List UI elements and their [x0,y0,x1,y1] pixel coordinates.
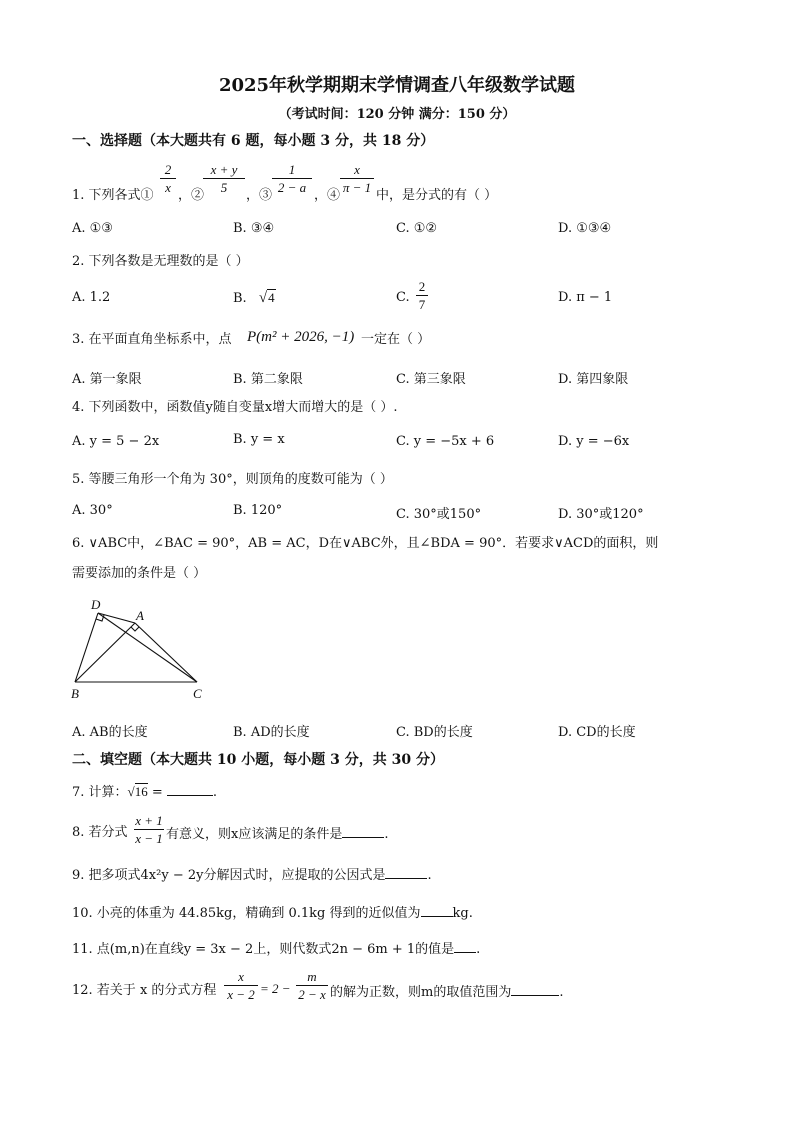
question-9: 9. 把多项式4x²y − 2y分解因式时，应提取的公因式是 . [72,865,432,885]
q8-tail: 有意义，则x应该满足的条件是 . [166,824,388,844]
q6-geometry-figure [65,595,215,705]
q1-option-a[interactable]: A. ①③ [72,221,113,236]
q1-option-b[interactable]: B. ③④ [233,221,275,236]
q4-text: 4. 下列函数中，函数值y随自变量x增大而增大的是（ ）. [72,400,398,415]
q11-answer-blank[interactable] [454,939,476,953]
q4-option-b[interactable]: B. y = x [233,432,285,447]
q3-lead: 3. 在平面直角坐标系中，点 [72,332,232,347]
q6-line-2: 需要添加的条件是（ ） [72,566,207,581]
question-10: 10. 小亮的体重为 44.85kg，精确到 0.1kg 得到的近似值为 kg. [72,903,473,923]
question-7: 7. 计算：√16 = . [72,784,217,800]
q1-sep-2: ，② [178,188,205,203]
question-11: 11. 点(m,n)在直线y = 3x − 2上，则代数式2n − 6m + 1的值是 . [72,939,480,959]
q5-option-c[interactable]: C. 30°或150° [396,507,482,522]
q1-fraction-4: x π − 1 [340,162,374,195]
page-title: 2025年秋学期期末学情调查八年级数学试题 [218,75,576,96]
q6-option-c[interactable]: C. BD的长度 [396,725,473,740]
section-heading-choice: 一、选择题（本大题共有 6 题，每小题 3 分，共 18 分） [72,133,435,149]
q3-point: P(m² + 2026, −1) [247,329,355,345]
q3-option-d[interactable]: D. 第四象限 [558,372,629,387]
q3-option-a[interactable]: A. 第一象限 [72,372,142,387]
q6-line-1: 6. ∨ABC中，∠BAC = 90°，AB = AC，D在∨ABC外，且∠BDA = 90°．若要求∨ACD的面积，则 [72,536,659,551]
q9-answer-blank[interactable] [385,865,427,879]
q1-sep-3: ，③ [246,188,273,203]
q6-option-d[interactable]: D. CD的长度 [558,725,636,740]
q1-lead: 1. 下列各式① [72,188,154,203]
q1-fraction-3: 1 2 − a [272,162,312,195]
q2-option-a[interactable]: A. 1.2 [72,290,111,305]
q2-option-c-fraction: 2 7 [416,279,428,312]
exam-info: （考试时间：120 分钟 满分：150 分） [278,107,516,122]
q3-tail: 一定在（ ） [361,332,431,347]
right-angle-a-mark [131,627,139,631]
q5-text: 5. 等腰三角形一个角为 30°，则顶角的度数可能为（ ） [72,472,393,487]
q5-option-d[interactable]: D. 30°或120° [558,507,644,522]
label-d: D [91,597,101,612]
q1-option-c[interactable]: C. ①② [396,221,438,236]
q1-option-d[interactable]: D. ①③④ [558,221,612,236]
q1-sep-4: ，④ [314,188,341,203]
segment-bd [75,613,98,682]
q2-option-b[interactable]: B. √4 [233,290,275,306]
q12-answer-blank[interactable] [511,982,559,996]
q8-lead: 8. 若分式 [72,825,128,840]
q10-answer-blank[interactable] [421,903,453,917]
label-b: B [71,686,79,701]
q1-fraction-1: 2 x [160,162,176,195]
q12-lead: 12. 若关于 x 的分式方程 [72,983,217,998]
q3-option-c[interactable]: C. 第三象限 [396,372,466,387]
q12-fraction-1: x x − 2 [224,969,258,1002]
q5-option-a[interactable]: A. 30° [72,503,113,518]
segment-ac [135,623,197,682]
q8-answer-blank[interactable] [342,824,384,838]
label-c: C [193,686,202,701]
segment-dc [98,613,197,682]
q5-option-b[interactable]: B. 120° [233,503,283,518]
q6-option-a[interactable]: A. AB的长度 [72,725,148,740]
q2-option-d[interactable]: D. π − 1 [558,290,613,305]
q2-option-c-label[interactable]: C. [396,290,410,305]
section-heading-fill: 二、填空题（本大题共 10 小题，每小题 3 分，共 30 分） [72,752,444,768]
q7-answer-blank[interactable] [167,782,213,796]
q4-option-a[interactable]: A. y = 5 − 2x [72,434,160,449]
q3-option-b[interactable]: B. 第二象限 [233,372,303,387]
q8-fraction: x + 1 x − 1 [135,813,163,846]
q12-fraction-2: m 2 − x [296,969,328,1002]
q1-tail: 中，是分式的有（ ） [376,188,498,203]
q6-option-b[interactable]: B. AD的长度 [233,725,310,740]
q1-fraction-2: x + y 5 [203,162,245,195]
q4-option-d[interactable]: D. y = −6x [558,434,630,449]
q12-middle: = 2 − [260,981,291,996]
label-a: A [136,608,144,623]
q4-option-c[interactable]: C. y = −5x + 6 [396,434,495,449]
q12-tail: 的解为正数，则m的取值范围为 . [330,982,563,1002]
q2-text: 2. 下列各数是无理数的是（ ） [72,254,249,269]
